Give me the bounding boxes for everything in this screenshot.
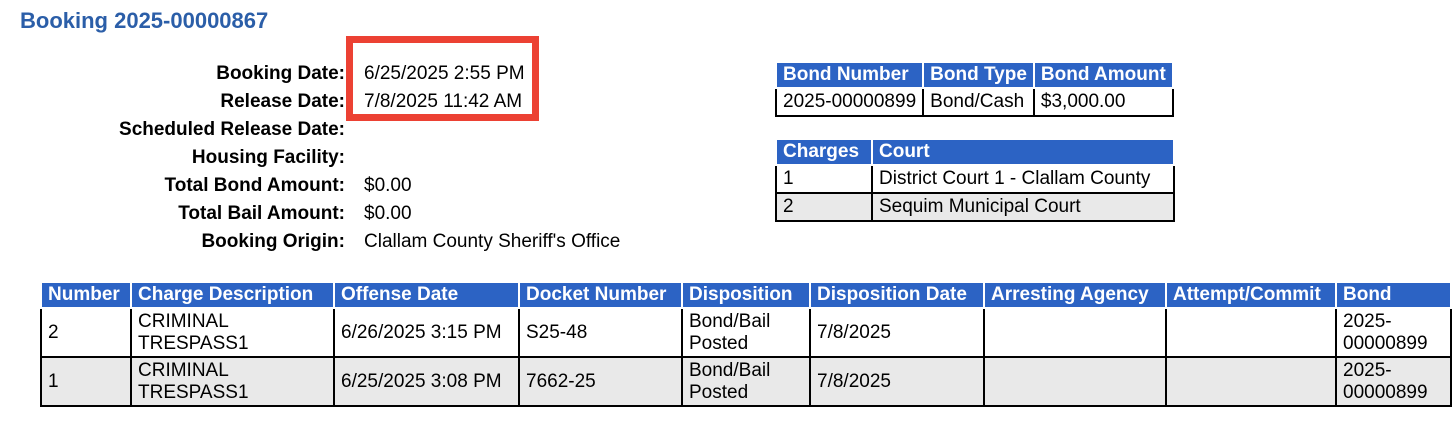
disposition-cell: Bond/Bail Posted <box>682 357 810 406</box>
number-header: Number <box>41 282 131 308</box>
offense-date-header: Offense Date <box>334 282 519 308</box>
date-highlight-box <box>346 36 539 121</box>
charge-description-cell: CRIMINAL TRESPASS1 <box>131 308 334 357</box>
scheduled-release-date-label: Scheduled Release Date: <box>119 119 345 140</box>
bond-number-cell: 2025-00000899 <box>776 88 923 116</box>
total-bond-amount-label: Total Bond Amount: <box>164 175 345 196</box>
booking-date-label: Booking Date: <box>216 63 345 84</box>
bond-table-header <box>776 62 1173 88</box>
docket-number-cell: 7662-25 <box>519 357 682 406</box>
charges-detail-header <box>41 282 1451 308</box>
number-cell: 2 <box>41 308 131 357</box>
disposition-header: Disposition <box>682 282 810 308</box>
release-date-label: Release Date: <box>220 91 345 112</box>
disposition-date-cell: 7/8/2025 <box>810 357 984 406</box>
table-row <box>41 308 1451 357</box>
charges-detail-table <box>40 281 1452 407</box>
charges-table-header <box>776 139 1174 165</box>
bond-cell: 2025-00000899 <box>1336 308 1451 357</box>
arresting-agency-cell <box>984 308 1166 357</box>
court-header: Court <box>872 139 1174 165</box>
court-cell: Sequim Municipal Court <box>872 193 1174 221</box>
bond-amount-cell: $3,000.00 <box>1034 88 1173 116</box>
charges-court-table <box>775 138 1175 222</box>
offense-date-cell: 6/26/2025 3:15 PM <box>334 308 519 357</box>
booking-origin-label: Booking Origin: <box>201 231 345 252</box>
booking-origin-value: Clallam County Sheriff's Office <box>364 231 621 252</box>
docket-number-header: Docket Number <box>519 282 682 308</box>
offense-date-cell: 6/25/2025 3:08 PM <box>334 357 519 406</box>
charge-description-header: Charge Description <box>131 282 334 308</box>
arresting-agency-cell <box>984 357 1166 406</box>
booking-date-value: 6/25/2025 2:55 PM <box>364 63 525 84</box>
release-date-value: 7/8/2025 11:42 AM <box>364 91 523 112</box>
bond-amount-header: Bond Amount <box>1034 62 1173 88</box>
court-cell: District Court 1 - Clallam County <box>872 165 1174 193</box>
total-bond-amount-value: $0.00 <box>364 175 412 196</box>
disposition-cell: Bond/Bail Posted <box>682 308 810 357</box>
attempt-commit-header: Attempt/Commit <box>1166 282 1336 308</box>
table-row <box>776 193 1174 221</box>
page-title: Booking 2025-00000867 <box>20 8 269 33</box>
docket-number-cell: S25-48 <box>519 308 682 357</box>
bond-number-header: Bond Number <box>776 62 923 88</box>
number-cell: 1 <box>41 357 131 406</box>
table-row <box>41 357 1451 406</box>
charge-description-cell: CRIMINAL TRESPASS1 <box>131 357 334 406</box>
disposition-date-cell: 7/8/2025 <box>810 308 984 357</box>
attempt-commit-cell <box>1166 357 1336 406</box>
bond-table <box>775 61 1174 117</box>
bond-type-header: Bond Type <box>923 62 1034 88</box>
total-bail-amount-label: Total Bail Amount: <box>178 203 345 224</box>
total-bail-amount-value: $0.00 <box>364 203 412 224</box>
bond-cell: 2025-00000899 <box>1336 357 1451 406</box>
arresting-agency-header: Arresting Agency <box>984 282 1166 308</box>
charge-number-cell: 2 <box>776 193 872 221</box>
table-row <box>776 165 1174 193</box>
bond-header: Bond <box>1336 282 1451 308</box>
disposition-date-header: Disposition Date <box>810 282 984 308</box>
charge-number-cell: 1 <box>776 165 872 193</box>
charges-header: Charges <box>776 139 872 165</box>
attempt-commit-cell <box>1166 308 1336 357</box>
table-row <box>776 88 1173 116</box>
bond-type-cell: Bond/Cash <box>923 88 1034 116</box>
housing-facility-label: Housing Facility: <box>191 147 345 168</box>
